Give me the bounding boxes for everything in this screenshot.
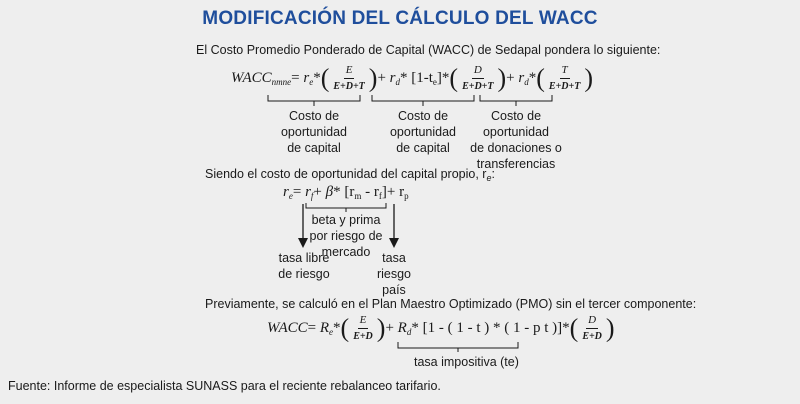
- label-cost-donations: Costo de oportunidad de donaciones o transferencias: [470, 109, 562, 171]
- eq1-rd2: r: [518, 69, 525, 86]
- eq1-rd-sub: d: [395, 76, 400, 87]
- wacc-lhs: WACC: [231, 69, 272, 86]
- re-equation: $r_e= r_f+ \beta*$ $[r_m - r_f]+ r_p$: [283, 184, 409, 201]
- eq1-frac-d: $\frac{D}{E+D+T}$: [462, 64, 494, 92]
- wacc-equation-pmo: WACC= $R_e*$( $\frac{E}{E+D}$ )+ $R_d*$ [1 - ( 1 - t ) * ( 1 - p t )]*( $\frac{D}{E+D}$ ): [267, 313, 615, 343]
- eq1-re-sub: e: [309, 76, 314, 87]
- eq3-frac-d: $\frac{D}{E+D}$: [582, 314, 602, 342]
- eq1-frac-t: $\frac{T}{E+D+T}$: [548, 64, 581, 92]
- eq1-tax: [1-t: [411, 69, 433, 86]
- siendo-text: Siendo el costo de oportunidad del capital propio, $r_e$:: [205, 167, 495, 183]
- label-tasa-libre: tasa libre de riesgo: [278, 251, 330, 281]
- brace-2: [372, 95, 474, 106]
- label-tasa-impositiva: tasa impositiva (te): [414, 355, 519, 369]
- wacc-lhs-sub: nmne: [271, 76, 292, 87]
- brace-beta: [306, 203, 386, 212]
- intro-text: El Costo Promedio Ponderado de Capital (WACC) de Sedapal pondera lo siguiente:: [196, 43, 661, 57]
- brace-3: [480, 95, 552, 106]
- eq1-rd: r: [389, 69, 396, 86]
- footer-source: Fuente: Informe de especialista SUNASS para el reciente rebalanceo tarifario.: [8, 379, 441, 393]
- brace-1: [268, 95, 360, 106]
- label-riesgo-pais: tasa riesgo país: [376, 251, 412, 297]
- eq1-equals: =: [291, 69, 300, 86]
- eq1-re: r: [303, 69, 310, 86]
- brace-tax: [398, 342, 518, 352]
- previamente-text: Previamente, se calculó en el Plan Maestro Optimizado (PMO) sin el tercer componente:: [205, 297, 697, 311]
- eq1-rd2-sub: d: [524, 76, 529, 87]
- wacc-equation-1: $WACC_{nmne}= r_e*$( $\frac{E}{E+D+T}$ )+ $r_d*$ $[1-t_e]*$( $\frac{D}{E+D+T}$ )+ $r_d*$( $\frac{T}{E+D+T}$ ): [231, 63, 593, 93]
- page-title: MODIFICACIÓN DEL CÁLCULO DEL WACC: [202, 8, 598, 29]
- label-cost-equity: Costo de oportunidad de capital: [280, 109, 348, 155]
- eq1-tax-close: ]: [436, 69, 442, 86]
- eq1-tax-sub: e: [432, 76, 437, 87]
- eq1-frac-e: $\frac{E}{E+D+T}$: [333, 64, 365, 92]
- label-cost-debt: Costo de oportunidad de capital: [389, 109, 457, 155]
- eq3-frac-e: $\frac{E}{E+D}$: [353, 314, 373, 342]
- label-beta-prima: beta y prima por riesgo de mercado: [309, 213, 383, 259]
